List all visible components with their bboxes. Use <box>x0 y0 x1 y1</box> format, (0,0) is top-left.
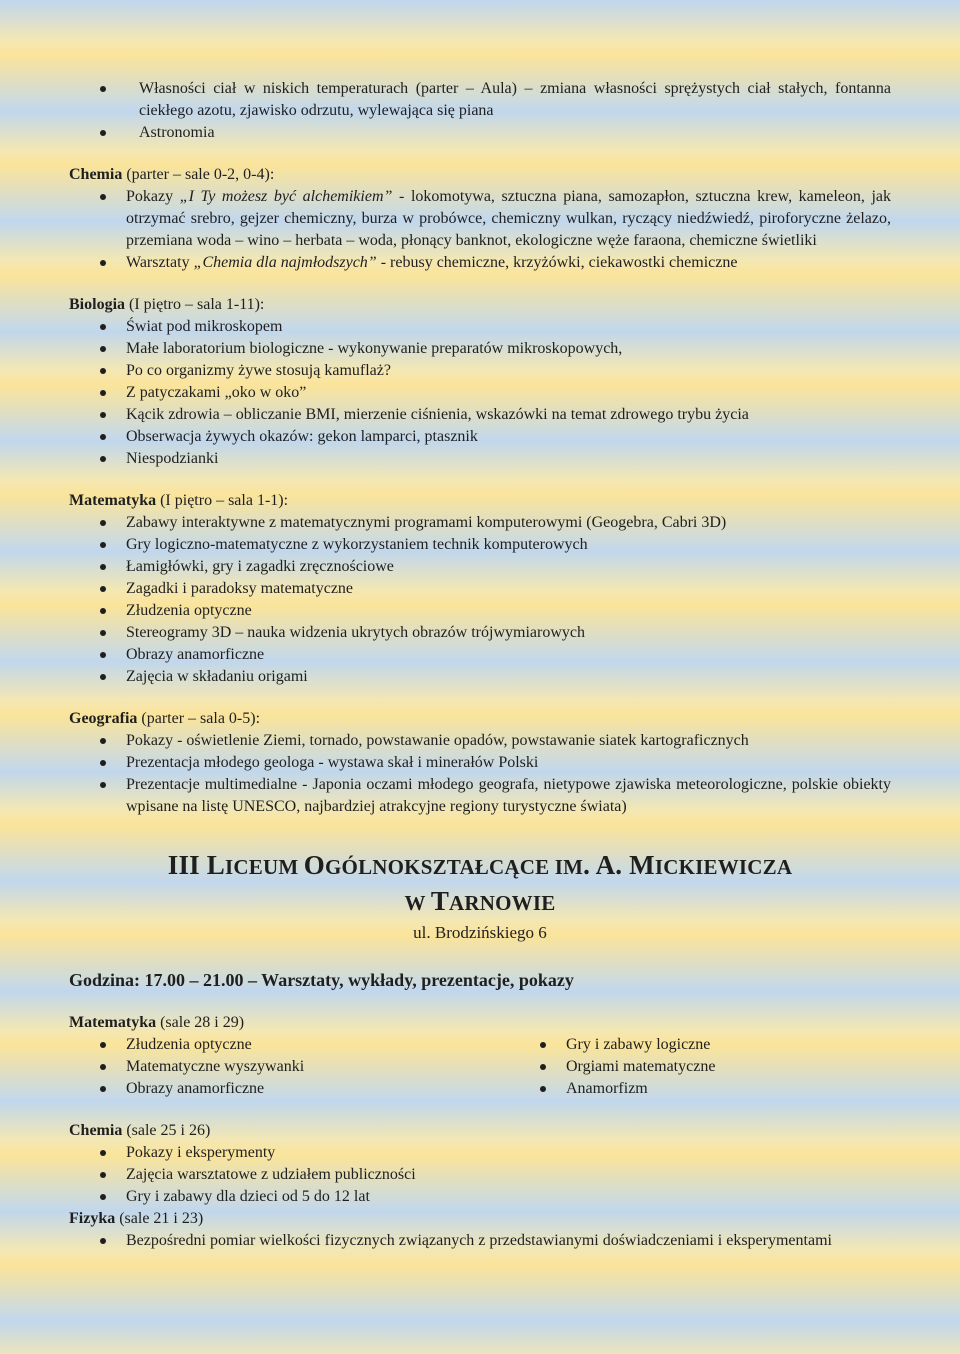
list-item: Stereogramy 3D – nauka widzenia ukrytych obrazów trójwymiarowych <box>69 622 891 644</box>
list-item: Orgiami matematyczne <box>509 1056 891 1078</box>
section-title: Fizyka <box>69 1210 116 1227</box>
section-heading-matematyka-2 <box>69 1012 891 1034</box>
list-item <box>69 186 891 252</box>
biologia-list <box>69 316 891 470</box>
title-part: III L <box>167 850 226 880</box>
title-part: ICEUM <box>225 855 304 879</box>
list-item: Pokazy - oświetlenie Ziemi, tornado, powstawanie opadów, powstawanie siatek kartograficznych <box>69 730 891 752</box>
title-part: T <box>430 886 450 916</box>
item-prefix: Warsztaty <box>126 254 194 271</box>
opening-hours: Godzina: 17.00 – 21.00 – Warsztaty, wykłady, prezentacje, pokazy <box>69 970 574 990</box>
section-heading-fizyka-2 <box>69 1208 891 1230</box>
chemia-2-list <box>69 1142 891 1208</box>
list-item: Niespodzianki <box>69 448 891 470</box>
section-title: Geografia <box>69 710 138 727</box>
section-heading-chemia-2 <box>69 1120 891 1142</box>
matematyka-2-list-right <box>509 1034 891 1100</box>
section-location: (parter – sale 0-2, 0-4): <box>126 166 275 183</box>
school-address: ul. Brodzińskiego 6 <box>413 923 547 942</box>
list-item: Bezpośredni pomiar wielkości fizycznych związanych z przedstawianymi doświadczeniami i eksperymentami <box>69 1230 891 1252</box>
title-part: ICKIEWICZA <box>654 855 793 879</box>
section-location: (I piętro – sala 1-1): <box>160 492 289 509</box>
list-item: Gry logiczno-matematyczne z wykorzystaniem technik komputerowych <box>69 534 891 556</box>
section-heading-matematyka <box>69 490 891 512</box>
section-title: Chemia <box>69 166 123 183</box>
matematyka-list <box>69 512 891 688</box>
section-title: Biologia <box>69 296 126 313</box>
matematyka-2-list-left <box>69 1034 509 1100</box>
list-item: Po co organizmy żywe stosują kamuflaż? <box>69 360 891 382</box>
geografia-list <box>69 730 891 818</box>
document-content <box>69 78 891 1252</box>
school-title-line2 <box>69 884 891 920</box>
fizyka-cont-list <box>69 78 891 144</box>
section-location: (parter – sala 0-5): <box>141 710 261 727</box>
section-heading-geografia <box>69 708 891 730</box>
section-location: (I piętro – sala 1-11): <box>129 296 265 313</box>
list-item: Kącik zdrowia – obliczanie BMI, mierzenie ciśnienia, wskazówki na temat zdrowego trybu życia <box>69 404 891 426</box>
list-item <box>69 252 891 274</box>
list-item: Prezentacje multimedialne - Japonia oczami młodego geografa, nietypowe zjawiska meteorologiczne, polskie obiekty wpisane na listę UNESCO, najbardziej atrakcyjne regiony turystyczne świata) <box>69 774 891 818</box>
list-item: Matematyczne wyszywanki <box>69 1056 509 1078</box>
school-title <box>69 848 891 920</box>
list-item: Gry i zabawy dla dzieci od 5 do 12 lat <box>69 1186 891 1208</box>
section-title: Chemia <box>69 1122 123 1139</box>
section-heading-biologia <box>69 294 891 316</box>
section-title: Matematyka <box>69 1014 157 1031</box>
list-item: Łamigłówki, gry i zagadki zręcznościowe <box>69 556 891 578</box>
list-item: Świat pod mikroskopem <box>69 316 891 338</box>
list-item: Obserwacja żywych okazów: gekon lamparci, ptasznik <box>69 426 891 448</box>
list-item: Obrazy anamorficzne <box>69 644 891 666</box>
list-item: Obrazy anamorficzne <box>69 1078 509 1100</box>
list-item: Z patyczakami „oko w oko” <box>69 382 891 404</box>
title-part: ARNOWIE <box>449 891 556 915</box>
list-item: Astronomia <box>69 122 891 144</box>
item-rest: - rebusy chemiczne, krzyżówki, ciekawostki chemiczne <box>376 254 738 271</box>
list-item: Złudzenia optyczne <box>69 1034 509 1056</box>
section-location: (sale 28 i 29) <box>160 1014 245 1031</box>
section-location: (sale 21 i 23) <box>119 1210 204 1227</box>
list-item: Pokazy i eksperymenty <box>69 1142 891 1164</box>
list-item: Złudzenia optyczne <box>69 600 891 622</box>
list-item: Gry i zabawy logiczne <box>509 1034 891 1056</box>
list-item: Własności ciał w niskich temperaturach (parter – Aula) – zmiana własności sprężystych ciał stałych, fontanna ciekłego azotu, zjawisko odrzutu, wylewająca się piana <box>69 78 891 122</box>
title-part: . A. M <box>583 850 655 880</box>
list-item: Zajęcia warsztatowe z udziałem publiczności <box>69 1164 891 1186</box>
matematyka-2-columns <box>69 1034 891 1100</box>
item-rest: - lokomotywa, sztuczna piana, samozapłon, sztuczna krew, kameleon, jak otrzymać srebro, gejzer chemiczny, burza w probówce, chemiczny wulkan, ryczący niedźwiedź, piroforyczne żelazo, przemiana woda – wino – herbata – woda, płonący banknot, ekologiczne węże faraona, chemiczne świetliki <box>126 188 892 249</box>
list-item: Zagadki i paradoksy matematyczne <box>69 578 891 600</box>
school-title-line1 <box>69 848 891 884</box>
title-part: O <box>303 850 325 880</box>
list-item: Zajęcia w składaniu origami <box>69 666 891 688</box>
item-prefix: Pokazy <box>126 188 180 205</box>
list-item: Małe laboratorium biologiczne - wykonywanie preparatów mikroskopowych, <box>69 338 891 360</box>
list-item: Anamorfizm <box>509 1078 891 1100</box>
fizyka-2-list <box>69 1230 891 1252</box>
section-title: Matematyka <box>69 492 157 509</box>
item-italic: „I Ty możesz być alchemikiem” <box>179 188 393 205</box>
chemia-list <box>69 186 891 274</box>
list-item: Prezentacja młodego geologa - wystawa skał i minerałów Polski <box>69 752 891 774</box>
list-item: Zabawy interaktywne z matematycznymi programami komputerowymi (Geogebra, Cabri 3D) <box>69 512 891 534</box>
title-part: W <box>404 891 431 915</box>
title-part: GÓLNOKSZTAŁCĄCE IM <box>325 855 584 879</box>
item-italic: „Chemia dla najmłodszych” <box>193 254 377 271</box>
section-heading-chemia <box>69 164 891 186</box>
section-location: (sale 25 i 26) <box>126 1122 211 1139</box>
